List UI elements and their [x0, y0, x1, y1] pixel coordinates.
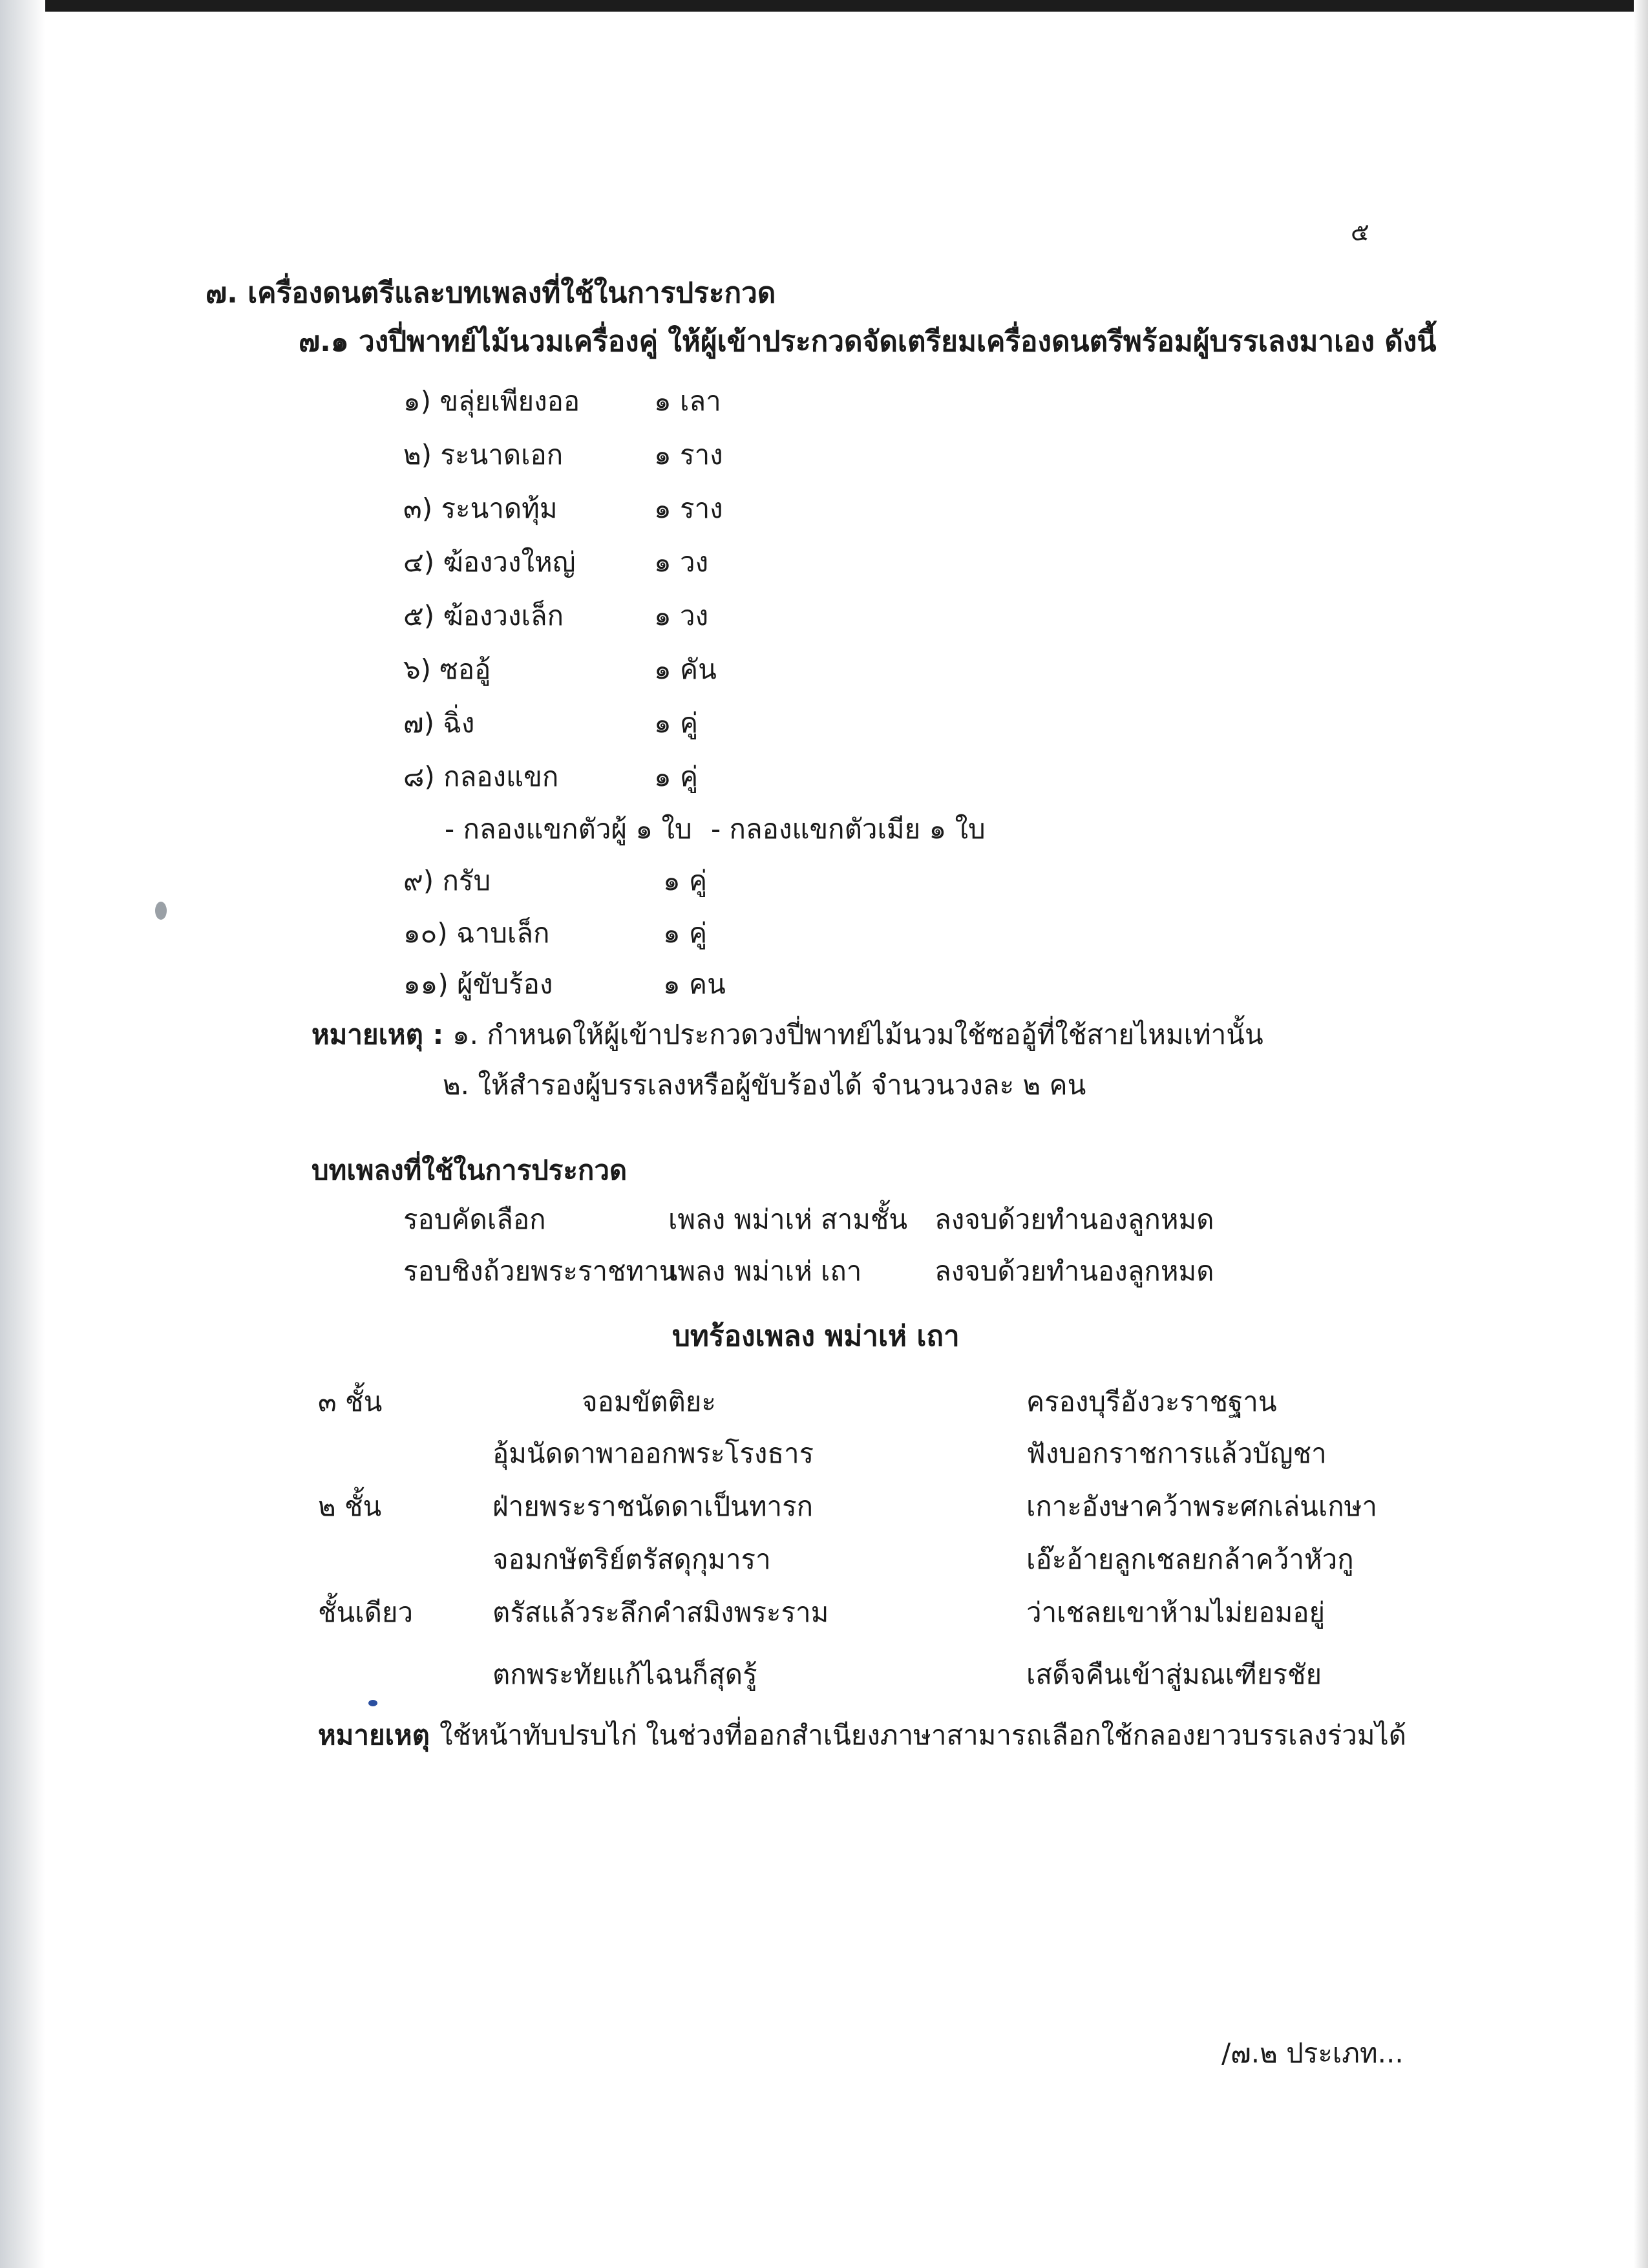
lyric-left: จอมกษัตริย์ตรัสดุกุมารา [492, 1543, 771, 1575]
lyric-left: ฝ่ายพระราชนัดดาเป็นทารก [492, 1490, 814, 1522]
lyrics-title: บทร้องเพลง พม่าเห่ เถา [672, 1320, 960, 1353]
lyric-right: ฟังบอกราชการแล้วบัญชา [1026, 1437, 1327, 1469]
round-song: เพลง พม่าเห่ สามชั้น [668, 1203, 908, 1235]
page-number: ๕ [1351, 218, 1369, 246]
lyrics-note-text: ใช้หน้าทับปรบไก่ ในช่วงที่ออกสำเนียงภาษาสามารถเลือกใช้กลองยาวบรรเลงร่วมได้ [439, 1719, 1406, 1751]
instrument-qty: ๑ คู่ [654, 761, 699, 792]
instrument-name: ๗) ฉิ่ง [403, 707, 475, 739]
lyric-level: ชั้นเดียว [318, 1596, 414, 1628]
scan-smudge [155, 902, 167, 920]
instrument-name: ๙) กรับ [403, 865, 491, 896]
lyric-right: ว่าเชลยเขาห้ามไม่ยอมอยู่ [1026, 1596, 1326, 1628]
instrument-qty: ๑ คู่ [663, 917, 708, 949]
round-song: เพลง พม่าเห่ เถา [668, 1255, 862, 1287]
instrument-qty: ๑ คัน [654, 653, 717, 685]
instrument-qty: ๑ ราง [654, 439, 723, 471]
lyric-right: เกาะอังษาคว้าพระศกเล่นเกษา [1026, 1490, 1377, 1522]
lyric-level: ๒ ชั้น [318, 1490, 382, 1522]
scan-right-shadow [1634, 0, 1648, 2268]
note-line-2: ๒. ให้สำรองผู้บรรเลงหรือผู้ขับร้องได้ จำนวนวงละ ๒ คน [443, 1069, 1086, 1101]
section-heading: ๗. เครื่องดนตรีและบทเพลงที่ใช้ในการประกวด [206, 277, 776, 310]
instrument-qty: ๑ คู่ [663, 865, 708, 896]
songs-heading: บทเพลงที่ใช้ในการประกวด [312, 1154, 628, 1186]
lyrics-note-label: หมายเหตุ [318, 1719, 430, 1751]
instrument-name: ๘) กลองแขก [403, 761, 559, 792]
lyric-left: จอมขัตติยะ [582, 1386, 716, 1417]
scan-left-shadow [0, 0, 45, 2268]
lyric-right: ครองบุรีอังวะราชฐาน [1026, 1386, 1277, 1417]
instrument-name: ๕) ฆ้องวงเล็ก [403, 600, 564, 631]
instrument-name: ๔) ฆ้องวงใหญ่ [403, 546, 576, 578]
round-name: รอบชิงถ้วยพระราชทาน [403, 1255, 678, 1287]
subsection-heading: ๗.๑ วงปี่พาทย์ไม้นวมเครื่องคู่ ให้ผู้เข้าประกวดจัดเตรียมเครื่องดนตรีพร้อมผู้บรรเลงมาเอง ดังนี้ [299, 325, 1437, 358]
drum-female: - กลองแขกตัวเมีย ๑ ใบ [711, 813, 986, 845]
round-ending: ลงจบด้วยทำนองลูกหมด [935, 1255, 1214, 1287]
instrument-name: ๒) ระนาดเอก [403, 439, 564, 471]
note-label: หมายเหตุ : [312, 1019, 444, 1050]
instrument-name: ๑) ขลุ่ยเพียงออ [403, 385, 580, 417]
lyric-right: เสด็จคืนเข้าสู่มณเฑียรชัย [1026, 1659, 1322, 1690]
lyric-left: ตรัสแล้วระลึกคำสมิงพระราม [492, 1596, 829, 1628]
lyric-left: ตกพระทัยแก้ไฉนก็สุดรู้ [492, 1659, 757, 1690]
lyric-right: เอ๊ะอ้ายลูกเชลยกล้าคว้าหัวกู [1026, 1543, 1354, 1575]
lyric-level: ๓ ชั้น [318, 1386, 383, 1417]
note-line-1: ๑. กำหนดให้ผู้เข้าประกวดวงปี่พาทย์ไม้นวมใช้ซออู้ที่ใช้สายไหมเท่านั้น [452, 1019, 1263, 1050]
instrument-qty: ๑ วง [654, 546, 709, 578]
drum-male: - กลองแขกตัวผู้ ๑ ใบ [445, 813, 692, 845]
ink-dot [368, 1700, 377, 1706]
round-ending: ลงจบด้วยทำนองลูกหมด [935, 1203, 1214, 1235]
continuation-marker: /๗.๒ ประเภท... [1221, 2037, 1404, 2069]
scan-top-edge [0, 0, 1648, 12]
instrument-name: ๖) ซออู้ [403, 653, 491, 685]
lyric-left: อุ้มนัดดาพาออกพระโรงธาร [492, 1437, 814, 1469]
instrument-name: ๑๐) ฉาบเล็ก [403, 917, 550, 949]
instrument-qty: ๑ คู่ [654, 707, 699, 739]
instrument-qty: ๑ วง [654, 600, 709, 631]
round-name: รอบคัดเลือก [403, 1203, 546, 1235]
instrument-qty: ๑ เลา [654, 385, 721, 417]
instrument-qty: ๑ คน [663, 968, 726, 1000]
instrument-name: ๓) ระนาดทุ้ม [403, 493, 558, 524]
instrument-qty: ๑ ราง [654, 493, 723, 524]
instrument-name: ๑๑) ผู้ขับร้อง [403, 968, 553, 1000]
